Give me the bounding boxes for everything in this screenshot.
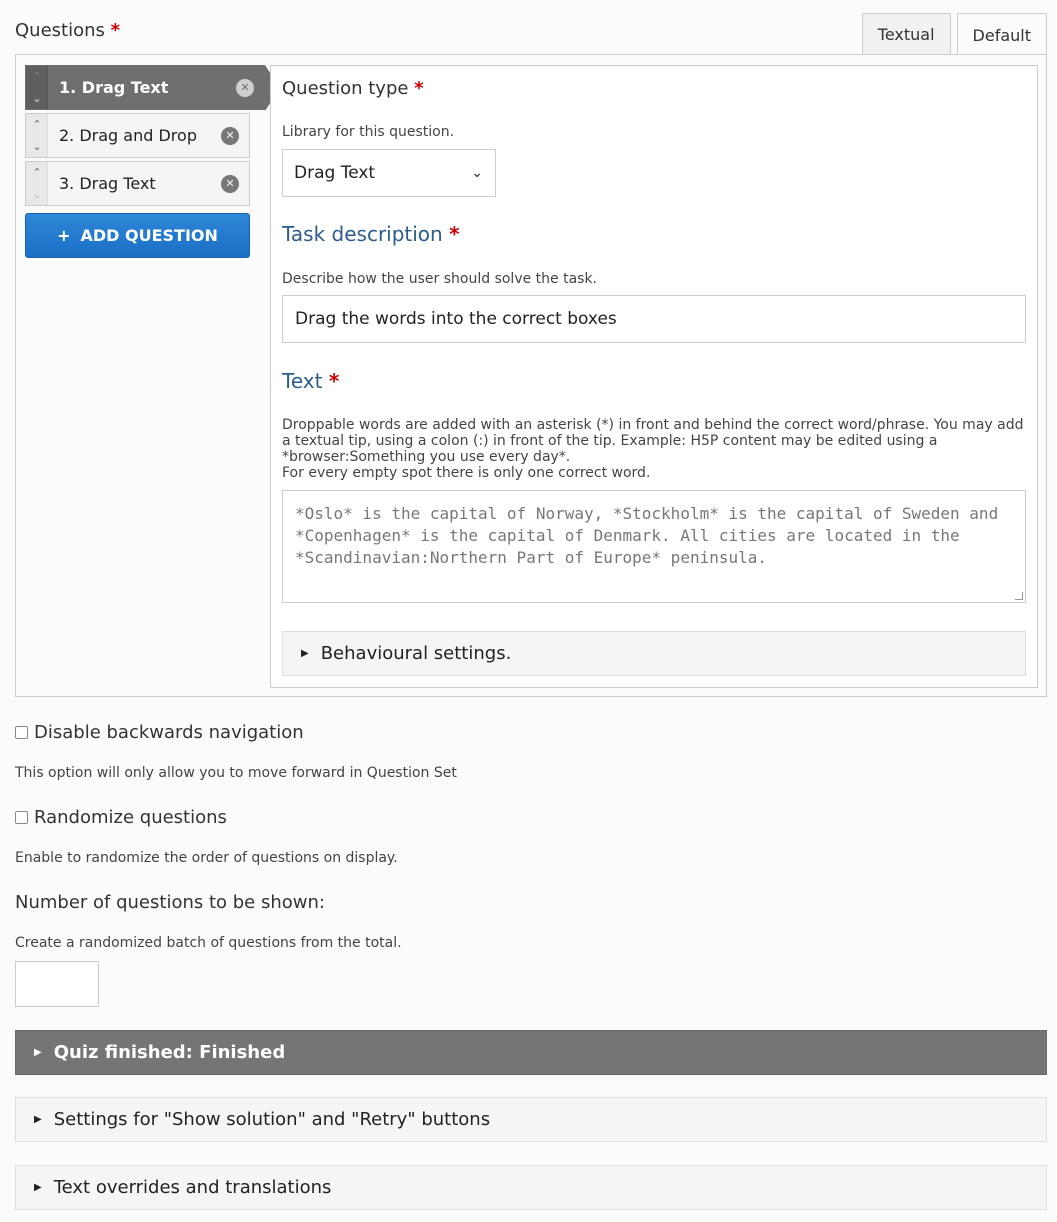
selected-library: Drag Text — [294, 163, 376, 183]
required-mark: * — [414, 78, 424, 99]
task-description-label: Task description — [282, 222, 443, 246]
triangle-right-icon: ▶ — [34, 1047, 42, 1058]
triangle-right-icon: ▶ — [301, 648, 309, 659]
required-mark: * — [110, 20, 121, 41]
question-item-2[interactable] — [25, 113, 250, 158]
disable-backwards-row — [15, 722, 304, 743]
question-item-label: 1. Drag Text — [59, 78, 169, 97]
text-help-line-2: For every empty spot there is only one correct word. — [282, 465, 651, 481]
remove-icon[interactable]: ✕ — [236, 79, 254, 97]
randomize-label[interactable]: Randomize questions — [34, 807, 227, 828]
text-field-title — [282, 369, 339, 393]
add-question-label: ADD QUESTION — [80, 226, 218, 245]
task-description-help: Describe how the user should solve the task. — [282, 271, 598, 287]
view-tabs — [856, 13, 1047, 56]
quiz-finished-group[interactable] — [15, 1030, 1047, 1075]
text-field-help — [282, 417, 1027, 481]
order-controls — [26, 66, 48, 109]
question-item-label: 2. Drag and Drop — [59, 126, 197, 145]
pool-size-input[interactable] — [15, 961, 99, 1007]
pool-size-label: Number of questions to be shown: — [15, 892, 325, 913]
text-textarea[interactable] — [282, 490, 1026, 603]
chevron-down-icon[interactable]: ⌄ — [32, 91, 42, 105]
pool-size-description: Create a randomized batch of questions from the total. — [15, 935, 402, 951]
behavioural-settings-label: Behavioural settings. — [320, 643, 512, 664]
resize-handle-icon[interactable] — [1015, 592, 1023, 600]
chevron-down-icon[interactable]: ⌄ — [32, 139, 42, 153]
disable-backwards-label[interactable]: Disable backwards navigation — [34, 722, 304, 743]
required-mark: * — [328, 369, 340, 393]
textarea-content: *Oslo* is the capital of Norway, *Stockholm* is the capital of Sweden and *Copenhagen* is the capital of Denmark. All cities are located in the *Scandinavian:Northern Part of Europe* peninsula. — [295, 504, 999, 567]
randomize-row — [15, 807, 227, 828]
remove-icon[interactable]: ✕ — [221, 127, 239, 145]
questions-label: Questions — [15, 20, 105, 41]
text-help-line-1: Droppable words are added with an asterisk (*) in front and behind the correct word/phrase. You may add a textual tip, using a colon (:) in front of the tip. Example: H5P content may be edited using a *browser:Something you use every day*. — [282, 417, 1024, 465]
text-field-label: Text — [282, 369, 323, 393]
add-question-button[interactable] — [25, 213, 250, 258]
chevron-down-icon[interactable]: ⌄ — [32, 187, 42, 201]
question-item-1[interactable] — [25, 65, 265, 110]
text-overrides-label: Text overrides and translations — [53, 1177, 332, 1198]
quiz-finished-label: Quiz finished: Finished — [53, 1042, 286, 1063]
question-editor — [270, 65, 1038, 688]
question-type-title — [282, 78, 424, 99]
randomize-description: Enable to randomize the order of questions on display. — [15, 850, 398, 866]
remove-icon[interactable]: ✕ — [221, 175, 239, 193]
question-type-select[interactable] — [282, 149, 496, 197]
chevron-up-icon[interactable]: ⌃ — [32, 70, 42, 83]
disable-backwards-description: This option will only allow you to move forward in Question Set — [15, 765, 457, 781]
tab-textual[interactable]: Textual — [862, 13, 951, 55]
triangle-right-icon: ▶ — [34, 1182, 42, 1193]
solution-retry-label: Settings for "Show solution" and "Retry" buttons — [53, 1109, 491, 1130]
task-description-title — [282, 222, 460, 246]
order-controls — [26, 114, 48, 157]
question-type-description: Library for this question. — [282, 124, 455, 140]
required-mark: * — [449, 222, 460, 246]
question-type-label: Question type — [282, 78, 409, 99]
question-item-3[interactable] — [25, 161, 250, 206]
question-list — [25, 65, 283, 258]
order-controls — [26, 162, 48, 205]
chevron-up-icon[interactable]: ⌃ — [32, 118, 42, 131]
plus-icon: + — [57, 226, 71, 245]
question-item-label: 3. Drag Text — [59, 174, 156, 193]
chevron-down-icon: ⌄ — [471, 165, 483, 181]
randomize-checkbox[interactable] — [15, 811, 28, 824]
tab-default[interactable]: Default — [957, 13, 1047, 56]
text-overrides-group[interactable] — [15, 1165, 1047, 1210]
behavioural-settings-toggle[interactable] — [282, 631, 1026, 676]
task-description-input[interactable]: Drag the words into the correct boxes — [282, 295, 1026, 343]
triangle-right-icon: ▶ — [34, 1114, 42, 1125]
solution-retry-group[interactable] — [15, 1097, 1047, 1142]
questions-title — [15, 20, 120, 41]
disable-backwards-checkbox[interactable] — [15, 726, 28, 739]
questions-panel — [15, 54, 1047, 697]
chevron-up-icon[interactable]: ⌃ — [32, 166, 42, 179]
